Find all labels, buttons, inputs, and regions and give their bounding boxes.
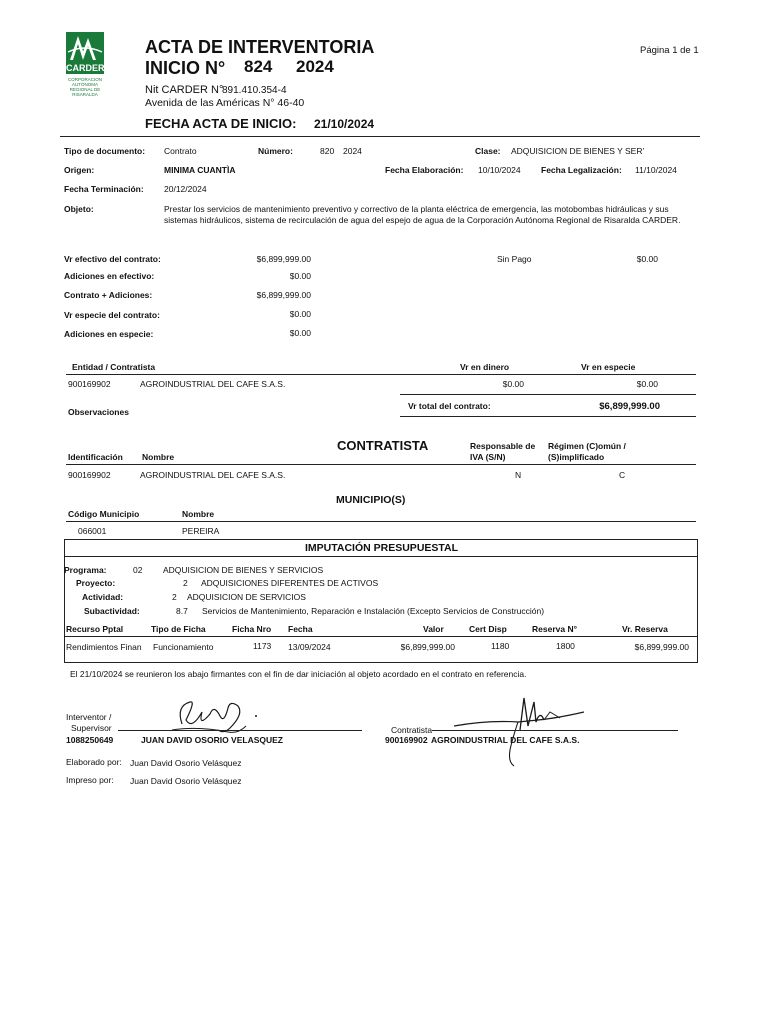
proyecto-code: 2: [183, 578, 188, 588]
row-vr-reserva: $6,899,999.00: [634, 642, 689, 652]
observaciones-label: Observaciones: [68, 407, 129, 417]
adiciones-especie-value: $0.00: [289, 328, 311, 338]
contratista-sign-line: [432, 730, 678, 731]
contratista-id: 900169902: [68, 470, 111, 480]
numero-year: 2024: [343, 146, 362, 156]
fecha-inicio-label: FECHA ACTA DE INICIO:: [145, 116, 297, 131]
row-fecha: 13/09/2024: [288, 642, 331, 652]
municipio-col-codigo: Código Municipio: [68, 509, 140, 519]
contratista-heading: CONTRATISTA: [337, 438, 429, 453]
objeto-label: Objeto:: [64, 204, 94, 214]
contratista-sign-id: 900169902: [385, 735, 428, 745]
clase-value: ADQUISICION DE BIENES Y SER’: [511, 146, 645, 156]
interventor-name: JUAN DAVID OSORIO VELASQUEZ: [141, 735, 283, 745]
subactividad-value: Servicios de Mantenimiento, Reparación e Instalación (Excepto Servicios de Construcción): [202, 606, 545, 616]
inicio-number: 824: [244, 57, 273, 76]
contrato-adiciones-value: $6,899,999.00: [256, 290, 311, 300]
origen-label: Origen:: [64, 165, 95, 175]
row-cert-disp: 1180: [491, 641, 510, 651]
contratista-col-iva: Responsable de IVA (S/N): [470, 441, 536, 462]
entidad-id: 900169902: [68, 379, 111, 389]
interventor-id: 1088250649: [66, 735, 114, 745]
col-cert-disp: Cert Disp: [469, 624, 507, 634]
entidad-row-line: [400, 394, 696, 395]
fecha-term-label: Fecha Terminación:: [64, 184, 144, 194]
col-ficha-nro: Ficha Nro: [232, 624, 272, 634]
inicio-label: INICIO N°: [145, 58, 226, 78]
address: Avenida de las Américas N° 46-40: [145, 97, 305, 109]
objeto-value: Prestar los servicios de mantenimiento preventivo y correctivo de la planta eléctrica de emergencia, las motobombas hidráulicas y sus sistemas hidráulicos, sistema de recirculación de agua del espejo de agua de la Corporación Autónoma Regional de Risaralda CARDER.: [164, 204, 681, 225]
interventor-sign-line: [118, 730, 362, 731]
page-number: Página 1 de 1: [640, 45, 699, 56]
subactividad-code: 8.7: [176, 606, 188, 616]
fecha-inicio-value: 21/10/2024: [314, 117, 375, 131]
vr-total-value: $6,899,999.00: [599, 401, 660, 412]
impreso-label: Impreso por:: [66, 775, 114, 785]
contratista-iva: N: [515, 470, 522, 480]
adiciones-efectivo-value: $0.00: [289, 271, 311, 281]
vr-efectivo-value: $6,899,999.00: [256, 254, 311, 264]
col-valor: Valor: [423, 624, 444, 634]
interventor-label-2: Supervisor: [71, 723, 112, 733]
proyecto-value: ADQUISICIONES DIFERENTES DE ACTIVOS: [201, 578, 379, 588]
elaborado-value: Juan David Osorio Velásquez: [130, 758, 242, 768]
header-divider: [60, 136, 700, 137]
entidad-col-header: Entidad / Contratista: [72, 362, 156, 372]
imputacion-heading: IMPUTACIÓN PRESUPUESTAL: [305, 542, 459, 554]
contratista-nombre: AGROINDUSTRIAL DEL CAFE S.A.S.: [140, 470, 286, 480]
programa-code: 02: [133, 565, 143, 575]
contratista-col-regimen: Régimen (C)omún / (S)implificado: [548, 441, 626, 462]
interventor-label-1: Interventor /: [66, 712, 112, 722]
entidad-header-line: [66, 374, 696, 375]
programa-label: Programa:: [64, 565, 107, 575]
dinero-col-header: Vr en dinero: [460, 362, 510, 372]
row-ficha-nro: 1173: [253, 641, 272, 651]
fecha-elab-value: 10/10/2024: [478, 165, 521, 175]
sin-pago-value: $0.00: [636, 254, 658, 264]
municipio-col-nombre: Nombre: [182, 509, 215, 519]
vr-total-underline: [400, 416, 696, 417]
row-tipo-ficha: Funcionamiento: [153, 642, 214, 652]
col-tipo-ficha: Tipo de Ficha: [151, 624, 206, 634]
adiciones-efectivo-label: Adiciones en efectivo:: [64, 271, 155, 281]
inicio-year: 2024: [296, 57, 334, 76]
carder-logo-sub-1: CORPORACION: [67, 77, 102, 82]
contratista-header-line: [66, 464, 696, 465]
nit-label: Nit CARDER N°: [145, 84, 224, 96]
col-fecha: Fecha: [288, 624, 313, 634]
subactividad-label: Subactividad:: [84, 606, 140, 616]
contratista-regimen: C: [619, 470, 626, 480]
col-reserva: Reserva N°: [532, 624, 577, 634]
carder-logo-sub-4: RISARALDA: [72, 92, 98, 97]
carder-logo-icon: [66, 32, 104, 62]
fecha-term-value: 20/12/2024: [164, 184, 207, 194]
actividad-value: ADQUISICION DE SERVICIOS: [187, 592, 306, 602]
vr-especie-value: $0.00: [289, 309, 311, 319]
municipio-header-line: [66, 521, 696, 522]
proyecto-label: Proyecto:: [76, 578, 116, 588]
tipo-doc-value: Contrato: [164, 146, 197, 156]
numero-value: 820: [320, 146, 335, 156]
contratista-sign-label: Contratista: [391, 725, 433, 735]
carder-logo-sub-3: REGIONAL DE: [69, 87, 101, 92]
fecha-legal-label: Fecha Legalización:: [541, 165, 622, 175]
contratista-col-id: Identificación: [68, 452, 123, 462]
contrato-adiciones-label: Contrato + Adiciones:: [64, 290, 153, 300]
col-recurso: Recurso Pptal: [66, 624, 124, 634]
imputacion-cols-line: [64, 636, 698, 637]
clase-label: Clase:: [475, 146, 501, 156]
elaborado-label: Elaborado por:: [66, 757, 122, 767]
tipo-doc-label: Tipo de documento:: [64, 146, 146, 156]
contratista-sign-name: AGROINDUSTRIAL DEL CAFE S.A.S.: [431, 735, 580, 745]
entidad-especie: $0.00: [636, 379, 658, 389]
municipio-nombre: PEREIRA: [182, 526, 220, 536]
numero-label: Número:: [258, 146, 293, 156]
imputacion-heading-line: [64, 556, 698, 557]
actividad-code: 2: [172, 592, 177, 602]
row-reserva: 1800: [556, 641, 575, 651]
programa-value: ADQUISICION DE BIENES Y SERVICIOS: [163, 565, 324, 575]
sin-pago-label: Sin Pago: [497, 254, 532, 264]
actividad-label: Actividad:: [82, 592, 124, 602]
closing-statement: El 21/10/2024 se reunieron los abajo firmantes con el fin de dar iniciación al objeto acordado en el contrato en referencia.: [70, 669, 527, 679]
entidad-nombre: AGROINDUSTRIAL DEL CAFE S.A.S.: [140, 379, 286, 389]
doc-title: ACTA DE INTERVENTORIA: [145, 37, 375, 57]
carder-logo-name: CARDER: [66, 63, 105, 73]
vr-total-label: Vr total del contrato:: [408, 401, 491, 411]
origen-value: MINIMA CUANTÌA: [164, 165, 236, 175]
carder-logo-sub-2: AUTÓNOMA: [71, 82, 98, 87]
col-vr-reserva: Vr. Reserva: [622, 624, 668, 634]
contratista-col-nombre: Nombre: [142, 452, 175, 462]
vr-efectivo-label: Vr efectivo del contrato:: [64, 254, 161, 264]
entidad-dinero: $0.00: [502, 379, 524, 389]
row-valor: $6,899,999.00: [400, 642, 455, 652]
adiciones-especie-label: Adiciones en especie:: [64, 329, 154, 339]
vr-especie-label: Vr especie del contrato:: [64, 310, 160, 320]
especie-col-header: Vr en especie: [581, 362, 636, 372]
fecha-legal-value: 11/10/2024: [635, 165, 677, 175]
nit-value: 891.410.354-4: [222, 85, 287, 96]
municipio-codigo: 066001: [78, 526, 107, 536]
fecha-elab-label: Fecha Elaboración:: [385, 165, 464, 175]
impreso-value: Juan David Osorio Velásquez: [130, 776, 242, 786]
row-recurso: Rendimientos Finan: [66, 642, 142, 652]
municipio-heading: MUNICIPIO(S): [336, 494, 406, 506]
